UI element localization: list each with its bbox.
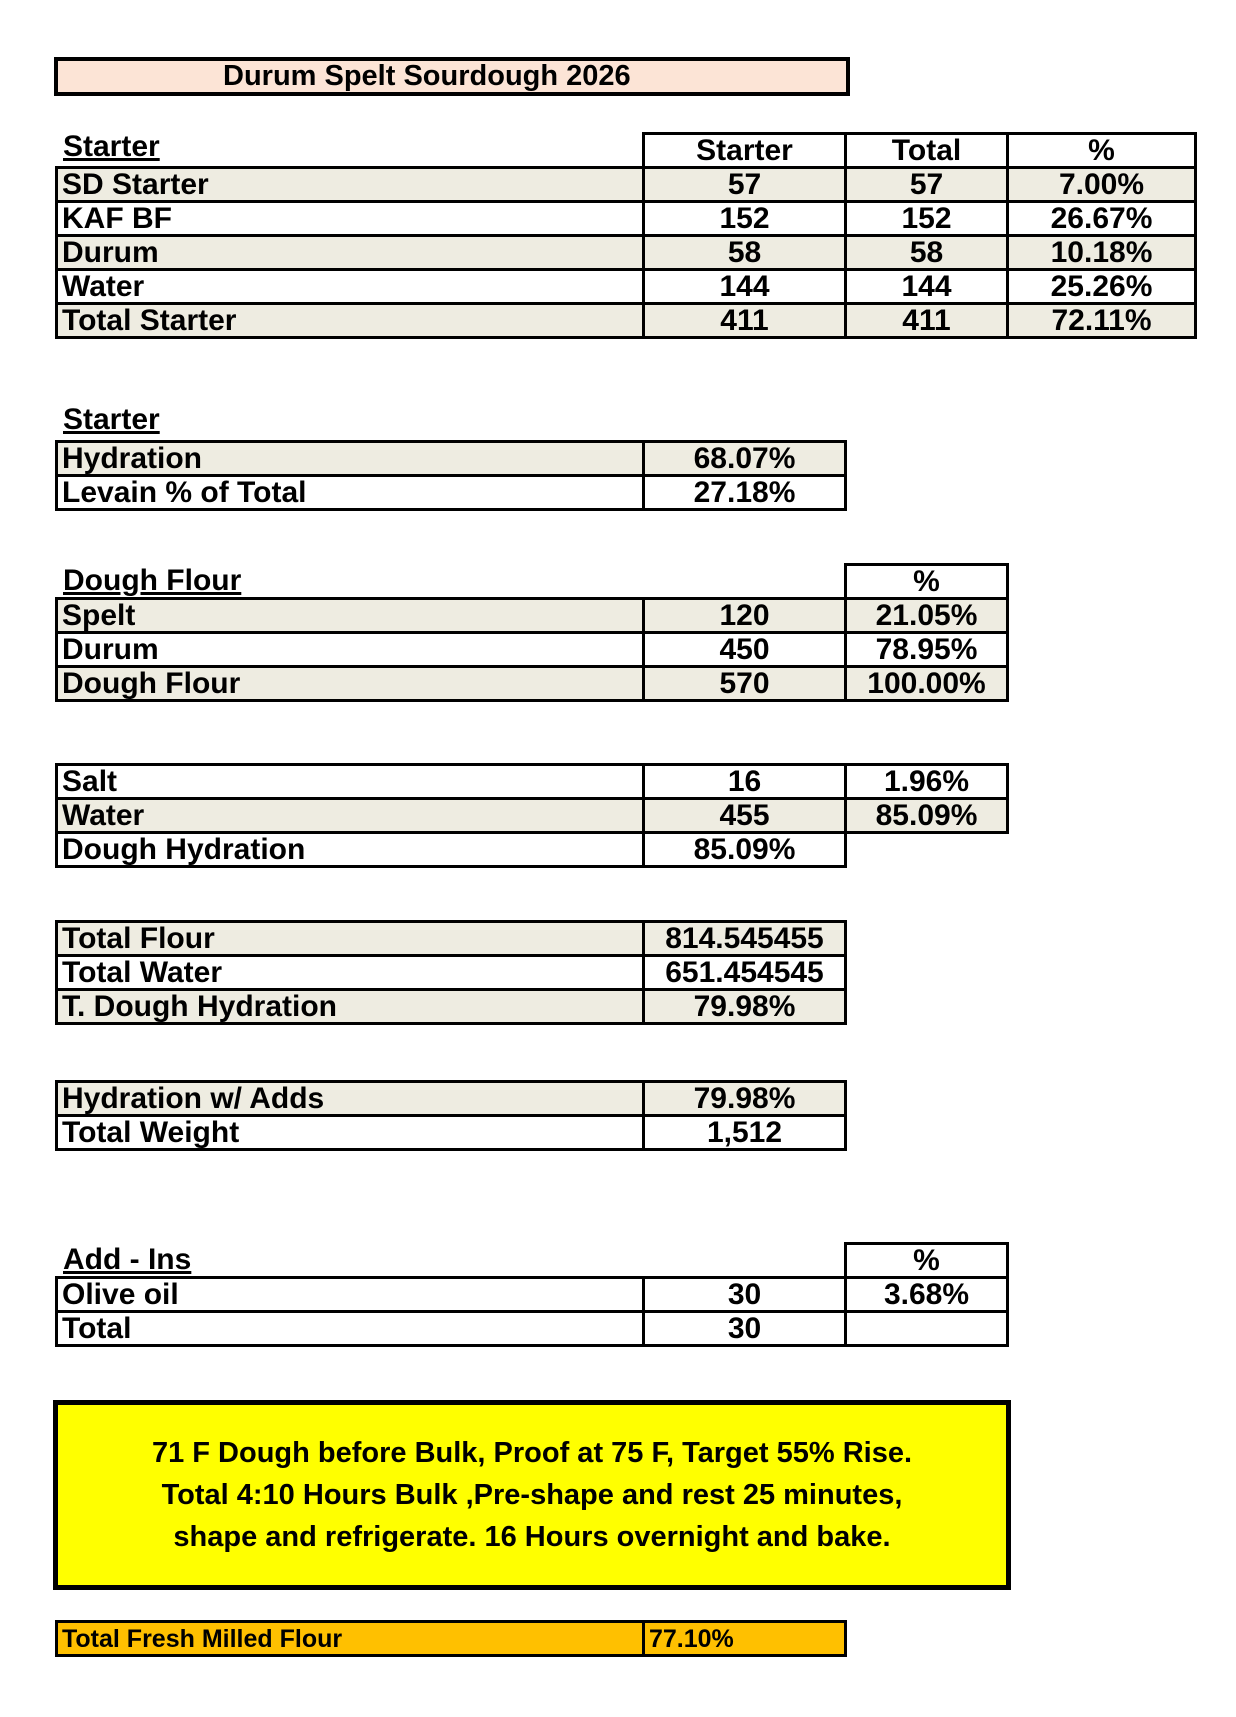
row-label: Total Starter bbox=[57, 304, 644, 338]
table-row bbox=[57, 1116, 846, 1150]
row-label: Water bbox=[57, 799, 644, 833]
table-row bbox=[57, 1622, 846, 1656]
table-row bbox=[57, 1312, 1008, 1346]
page-title: Durum Spelt Sourdough 2026 bbox=[54, 57, 850, 96]
table-row bbox=[57, 1278, 1008, 1312]
total-value: 411 bbox=[846, 304, 1008, 338]
table-row bbox=[57, 304, 1196, 338]
col-header-pct: % bbox=[846, 1244, 1008, 1278]
salt-water-table bbox=[55, 763, 1009, 868]
row-label: Total Weight bbox=[57, 1116, 644, 1150]
starter-table-header bbox=[57, 134, 1196, 168]
pct-value: 26.67% bbox=[1008, 202, 1196, 236]
row-value: 16 bbox=[644, 765, 846, 799]
row-label: Total Flour bbox=[57, 922, 644, 956]
pct-value: 25.26% bbox=[1008, 270, 1196, 304]
row-label: Total Water bbox=[57, 956, 644, 990]
addins-table bbox=[55, 1242, 1009, 1347]
table-row bbox=[57, 956, 846, 990]
row-value: 1,512 bbox=[644, 1116, 846, 1150]
totals-table bbox=[55, 920, 847, 1025]
table-row bbox=[57, 765, 1008, 799]
table-row bbox=[57, 633, 1008, 667]
row-value: 570 bbox=[644, 667, 846, 701]
row-value: 27.18% bbox=[644, 476, 846, 510]
pct-value: 72.11% bbox=[1008, 304, 1196, 338]
row-value: 814.545455 bbox=[644, 922, 846, 956]
row-label: Water bbox=[57, 270, 644, 304]
row-value: 68.07% bbox=[644, 442, 846, 476]
table-row bbox=[57, 202, 1196, 236]
row-value: 651.454545 bbox=[644, 956, 846, 990]
table-row bbox=[57, 833, 1008, 867]
table-row bbox=[57, 922, 846, 956]
row-label: Durum bbox=[57, 236, 644, 270]
table-row bbox=[57, 236, 1196, 270]
row-value: 30 bbox=[644, 1278, 846, 1312]
row-label: Dough Flour bbox=[57, 667, 644, 701]
table-row bbox=[57, 599, 1008, 633]
addins-label: Add - Ins bbox=[63, 1243, 192, 1276]
pct-value: 100.00% bbox=[846, 667, 1008, 701]
table-row bbox=[57, 270, 1196, 304]
row-value: 85.09% bbox=[644, 833, 846, 867]
pct-value: 1.96% bbox=[846, 765, 1008, 799]
row-label: KAF BF bbox=[57, 202, 644, 236]
row-label: Dough Hydration bbox=[57, 833, 644, 867]
row-label: Durum bbox=[57, 633, 644, 667]
dough-flour-table bbox=[55, 563, 1009, 702]
col-header-pct: % bbox=[846, 565, 1008, 599]
row-label: T. Dough Hydration bbox=[57, 990, 644, 1024]
starter-stats-table bbox=[55, 440, 847, 511]
pct-value bbox=[846, 1312, 1008, 1346]
row-label: Hydration w/ Adds bbox=[57, 1082, 644, 1116]
dough-flour-label: Dough Flour bbox=[63, 564, 242, 597]
row-label: Olive oil bbox=[57, 1278, 644, 1312]
starter-value: 411 bbox=[644, 304, 846, 338]
note-line-1: 71 F Dough before Bulk, Proof at 75 F, Target 55% Rise. bbox=[151, 1437, 913, 1469]
col-header-total: Total bbox=[846, 134, 1008, 168]
starter-value: 152 bbox=[644, 202, 846, 236]
row-value: 120 bbox=[644, 599, 846, 633]
starter-section-label: Starter bbox=[63, 130, 160, 163]
pct-value: 7.00% bbox=[1008, 168, 1196, 202]
row-value: 79.98% bbox=[644, 990, 846, 1024]
note-line-3: shape and refrigerate. 16 Hours overnight and bake. bbox=[173, 1521, 891, 1553]
pct-value: 10.18% bbox=[1008, 236, 1196, 270]
row-value: 30 bbox=[644, 1312, 846, 1346]
row-label: Spelt bbox=[57, 599, 644, 633]
table-row bbox=[57, 667, 1008, 701]
total-value: 58 bbox=[846, 236, 1008, 270]
row-value: 77.10% bbox=[644, 1622, 846, 1656]
total-value: 57 bbox=[846, 168, 1008, 202]
addins-header bbox=[57, 1244, 1008, 1278]
row-label: SD Starter bbox=[57, 168, 644, 202]
row-label: Total Fresh Milled Flour bbox=[57, 1622, 644, 1656]
table-row bbox=[57, 442, 846, 476]
starter-value: 144 bbox=[644, 270, 846, 304]
total-value: 152 bbox=[846, 202, 1008, 236]
total-value: 144 bbox=[846, 270, 1008, 304]
col-header-pct: % bbox=[1008, 134, 1196, 168]
row-value: 455 bbox=[644, 799, 846, 833]
row-label: Total bbox=[57, 1312, 644, 1346]
starter-table bbox=[55, 132, 1197, 339]
pct-value: 78.95% bbox=[846, 633, 1008, 667]
table-row bbox=[57, 799, 1008, 833]
pct-value: 85.09% bbox=[846, 799, 1008, 833]
row-value: 79.98% bbox=[644, 1082, 846, 1116]
pct-value: 21.05% bbox=[846, 599, 1008, 633]
starter-value: 58 bbox=[644, 236, 846, 270]
pct-value: 3.68% bbox=[846, 1278, 1008, 1312]
fresh-milled-table bbox=[55, 1620, 847, 1657]
row-label: Levain % of Total bbox=[57, 476, 644, 510]
starter-stats-label: Starter bbox=[63, 403, 160, 436]
table-row bbox=[57, 1082, 846, 1116]
note-line-2: Total 4:10 Hours Bulk ,Pre-shape and rest 25 minutes, bbox=[161, 1479, 903, 1511]
weight-table bbox=[55, 1080, 847, 1151]
dough-flour-header bbox=[57, 565, 1008, 599]
row-label: Hydration bbox=[57, 442, 644, 476]
table-row bbox=[57, 168, 1196, 202]
row-label: Salt bbox=[57, 765, 644, 799]
col-header-starter: Starter bbox=[644, 134, 846, 168]
table-row bbox=[57, 990, 846, 1024]
row-value: 450 bbox=[644, 633, 846, 667]
table-row bbox=[57, 476, 846, 510]
instructions-note bbox=[53, 1400, 1011, 1590]
starter-value: 57 bbox=[644, 168, 846, 202]
